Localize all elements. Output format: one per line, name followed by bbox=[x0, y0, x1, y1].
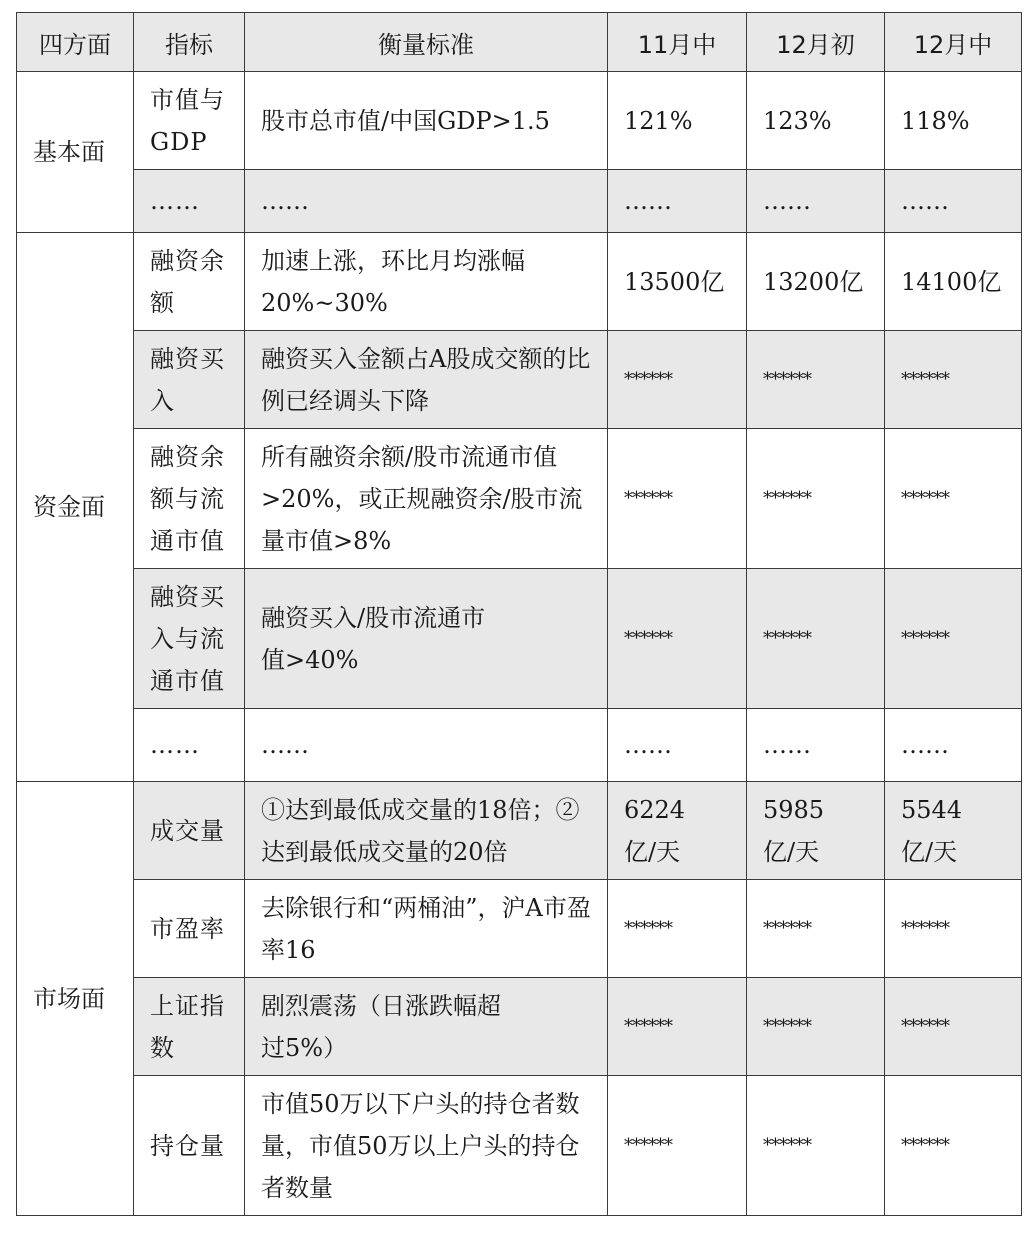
value-cell-mid-dec: ****** bbox=[885, 429, 1022, 569]
table-row bbox=[17, 331, 1022, 429]
value-cell-mid-dec: ****** bbox=[885, 569, 1022, 709]
value-cell-mid-nov: 13500亿 bbox=[608, 233, 747, 331]
value-cell-mid-nov: ****** bbox=[608, 1076, 747, 1216]
indicator-cell: …… bbox=[134, 170, 245, 233]
standard-text: 剧烈震荡（日涨跌幅超过5%） bbox=[261, 991, 501, 1062]
indicator-table-wrapper bbox=[16, 12, 1022, 1216]
indicator-cell: 持仓量 bbox=[134, 1076, 245, 1216]
header-cell-standard: 衡量标准 bbox=[245, 13, 608, 72]
indicator-text: 上证指数 bbox=[150, 991, 225, 1062]
value-cell-mid-dec: ****** bbox=[885, 1076, 1022, 1216]
indicator-cell bbox=[134, 233, 245, 331]
header-cell-category: 四方面 bbox=[17, 13, 134, 72]
indicator-cell bbox=[134, 978, 245, 1076]
value-cell-early-dec: …… bbox=[747, 709, 885, 782]
value-cell-mid-nov: ****** bbox=[608, 331, 747, 429]
value-cell-early-dec: ****** bbox=[747, 331, 885, 429]
table-row bbox=[17, 782, 1022, 880]
value-cell-mid-dec: ****** bbox=[885, 331, 1022, 429]
value-cell-early-dec: ****** bbox=[747, 569, 885, 709]
value-cell-mid-dec: ****** bbox=[885, 978, 1022, 1076]
category-cell: 资金面 bbox=[17, 233, 134, 782]
standard-cell: 融资买入金额占A股成交额的比例已经调头下降 bbox=[245, 331, 608, 429]
value-cell-early-dec: ****** bbox=[747, 1076, 885, 1216]
indicator-text: 融资余额 bbox=[150, 246, 225, 317]
value-cell-mid-nov: ****** bbox=[608, 978, 747, 1076]
table-row bbox=[17, 72, 1022, 170]
value-cell-mid-nov: 121% bbox=[608, 72, 747, 170]
standard-cell: 去除银行和“两桶油”，沪A市盈率16 bbox=[245, 880, 608, 978]
value-cell-mid-dec: 118% bbox=[885, 72, 1022, 170]
standard-cell: …… bbox=[245, 170, 608, 233]
value-cell-mid-dec: ****** bbox=[885, 880, 1022, 978]
value-text: 5985亿/天 bbox=[763, 795, 825, 866]
standard-cell: 加速上涨，环比月均涨幅20%~30% bbox=[245, 233, 608, 331]
value-cell-mid-dec: …… bbox=[885, 170, 1022, 233]
table-row bbox=[17, 978, 1022, 1076]
table-row bbox=[17, 233, 1022, 331]
value-cell-early-dec: 13200亿 bbox=[747, 233, 885, 331]
value-cell-early-dec: ****** bbox=[747, 978, 885, 1076]
standard-cell: 市值50万以下户头的持仓者数量，市值50万以上户头的持仓者数量 bbox=[245, 1076, 608, 1216]
indicator-text: 融资买入 bbox=[150, 344, 225, 415]
header-cell-mid-nov: 11月中 bbox=[608, 13, 747, 72]
value-cell-mid-nov: ****** bbox=[608, 429, 747, 569]
table-row bbox=[17, 880, 1022, 978]
value-cell-early-dec: 123% bbox=[747, 72, 885, 170]
indicator-cell: 成交量 bbox=[134, 782, 245, 880]
indicator-cell bbox=[134, 72, 245, 170]
value-cell-early-dec: …… bbox=[747, 170, 885, 233]
standard-cell: …… bbox=[245, 709, 608, 782]
indicator-text: 融资买入与流通市值 bbox=[150, 582, 225, 695]
table-row bbox=[17, 170, 1022, 233]
header-row bbox=[17, 13, 1022, 72]
value-cell-mid-dec: 14100亿 bbox=[885, 233, 1022, 331]
category-cell: 基本面 bbox=[17, 72, 134, 233]
value-cell-mid-nov: …… bbox=[608, 170, 747, 233]
value-cell-early-dec: ****** bbox=[747, 429, 885, 569]
indicator-cell: …… bbox=[134, 709, 245, 782]
indicator-cell bbox=[134, 429, 245, 569]
value-text: 6224亿/天 bbox=[624, 795, 686, 866]
standard-cell: 所有融资余额/股市流通市值>20%，或正规融资余/股市流量市值>8% bbox=[245, 429, 608, 569]
standard-cell: 股市总市值/中国GDP>1.5 bbox=[245, 72, 608, 170]
value-cell-mid-nov: …… bbox=[608, 709, 747, 782]
value-cell-early-dec bbox=[747, 782, 885, 880]
indicator-table bbox=[16, 12, 1022, 1216]
indicator-text: 融资余额与流通市值 bbox=[150, 442, 225, 555]
indicator-cell: 市盈率 bbox=[134, 880, 245, 978]
standard-cell: ①达到最低成交量的18倍；②达到最低成交量的20倍 bbox=[245, 782, 608, 880]
indicator-cell bbox=[134, 331, 245, 429]
table-row bbox=[17, 1076, 1022, 1216]
value-cell-mid-dec bbox=[885, 782, 1022, 880]
value-cell-mid-nov: ****** bbox=[608, 569, 747, 709]
standard-cell bbox=[245, 978, 608, 1076]
standard-cell bbox=[245, 569, 608, 709]
table-row bbox=[17, 709, 1022, 782]
value-cell-mid-nov bbox=[608, 782, 747, 880]
value-cell-early-dec: ****** bbox=[747, 880, 885, 978]
standard-text: 融资买入/股市流通市值>40% bbox=[261, 603, 486, 674]
table-row bbox=[17, 429, 1022, 569]
header-cell-early-dec: 12月初 bbox=[747, 13, 885, 72]
value-cell-mid-nov: ****** bbox=[608, 880, 747, 978]
header-cell-indicator: 指标 bbox=[134, 13, 245, 72]
indicator-text: 市值与GDP bbox=[150, 85, 225, 156]
header-cell-mid-dec: 12月中 bbox=[885, 13, 1022, 72]
value-cell-mid-dec: …… bbox=[885, 709, 1022, 782]
table-row bbox=[17, 569, 1022, 709]
indicator-cell bbox=[134, 569, 245, 709]
category-cell: 市场面 bbox=[17, 782, 134, 1216]
value-text: 5544亿/天 bbox=[901, 795, 963, 866]
